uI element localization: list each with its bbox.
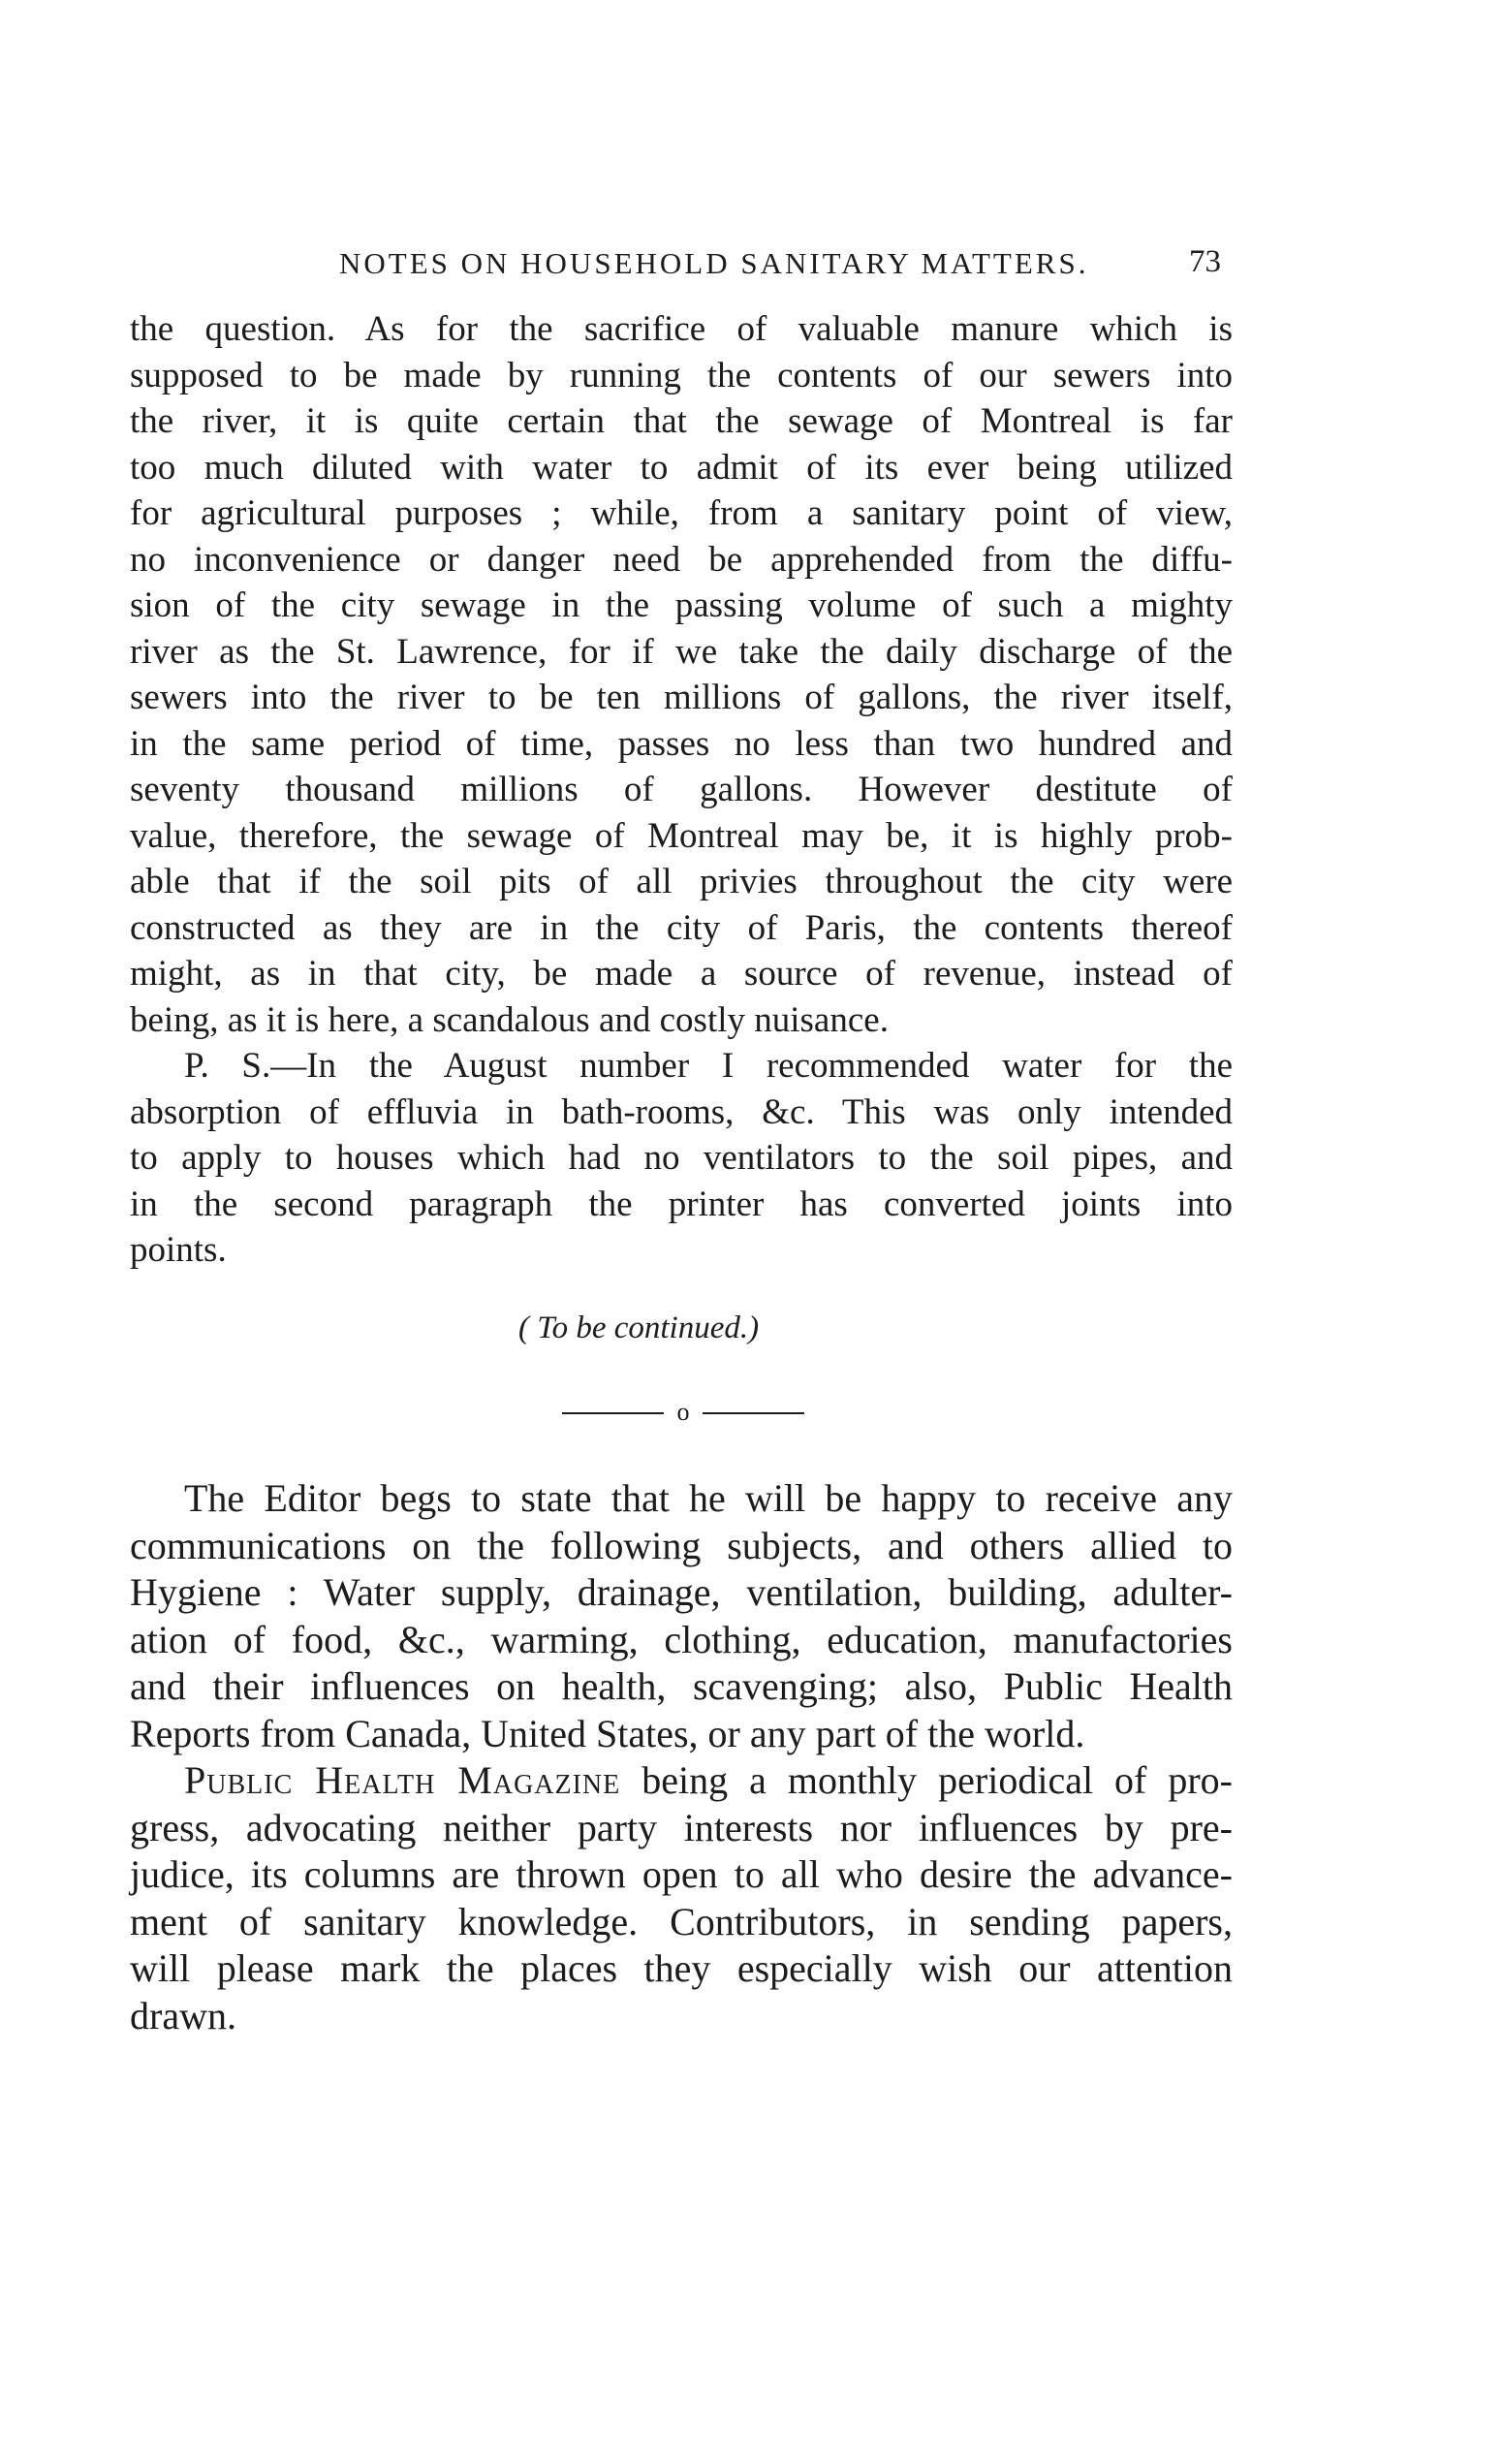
notice-line: Hygiene : Water supply, drainage, ventilation, building, adulter-	[130, 1570, 1233, 1614]
running-head	[310, 240, 1221, 289]
text-line: constructed as they are in the city of Paris, the contents thereof	[130, 907, 1233, 948]
text-line: the question. As for the sacrifice of valuable manure which is	[130, 309, 1233, 349]
text-line: absorption of effluvia in bath-rooms, &c. This was only intended	[130, 1091, 1233, 1132]
text-line: no inconvenience or danger need be apprehended from the diffu-	[130, 539, 1233, 580]
text-line: sewers into the river to be ten millions of gallons, the river itself,	[130, 678, 1233, 717]
text-line: for agricultural purposes ; while, from a sanitary point of view,	[130, 493, 1233, 533]
text-line: points.	[130, 1230, 227, 1270]
text-line: value, therefore, the sewage of Montreal may be, it is highly prob-	[130, 815, 1233, 856]
article-continuation	[130, 306, 1233, 1274]
notice-line: drawn.	[130, 1993, 236, 2038]
notice-line: gress, advocating neither party interests nor influences by pre-	[130, 1805, 1233, 1849]
postscript-line: P. S.—In the August number I recommended water for the	[184, 1046, 1233, 1086]
divider-rule-right	[703, 1412, 804, 1414]
notice-line: ment of sanitary knowledge. Contributors, in sending papers,	[130, 1899, 1233, 1943]
divider-rule-left	[562, 1412, 664, 1414]
notice-line-rest: being a monthly periodical of pro-	[620, 1758, 1234, 1802]
notice-line: ation of food, &c., warming, clothing, education, manufactories	[130, 1617, 1233, 1661]
text-line: in the same period of time, passes no less than two hundred and	[130, 723, 1233, 764]
text-line: sion of the city sewage in the passing volume of such a mighty	[130, 585, 1233, 625]
section-divider	[562, 1395, 804, 1430]
magazine-name: Public Health Magazine	[184, 1758, 621, 1802]
to-be-continued-note: ( To be continued.)	[518, 1311, 760, 1345]
divider-ornament: o	[676, 1398, 690, 1426]
text-line: to apply to houses which had no ventilators to the soil pipes, and	[130, 1138, 1233, 1178]
notice-line	[130, 1757, 1233, 1805]
text-line: supposed to be made by running the contents of our sewers into	[130, 355, 1233, 395]
text-line: seventy thousand millions of gallons. However destitute of	[130, 770, 1233, 809]
text-line: river as the St. Lawrence, for if we take the daily discharge of the	[130, 631, 1233, 672]
notice-line: The Editor begs to state that he will be happy to receive any	[184, 1476, 1233, 1520]
page-number: 73	[1189, 244, 1221, 279]
text-line: able that if the soil pits of all privies throughout the city were	[130, 862, 1233, 901]
text-line: in the second paragraph the printer has converted joints into	[130, 1184, 1233, 1224]
notice-line: judice, its columns are thrown open to all who desire the advance-	[130, 1852, 1233, 1896]
text-line: too much diluted with water to admit of its ever being utilized	[130, 447, 1233, 488]
notice-line: will please mark the places they especially wish our attention	[130, 1946, 1233, 1990]
notice-line: communications on the following subjects, and others allied to	[130, 1523, 1233, 1567]
text-line: being, as it is here, a scandalous and costly nuisance.	[130, 999, 889, 1040]
notice-line: and their influences on health, scavenging; also, Public Health	[130, 1664, 1233, 1708]
notice-line: Reports from Canada, United States, or any part of the world.	[130, 1711, 1085, 1755]
text-line: might, as in that city, be made a source of revenue, instead of	[130, 954, 1233, 994]
text-line: the river, it is quite certain that the sewage of Montreal is far	[130, 401, 1233, 441]
editor-notice	[130, 1475, 1233, 2039]
running-title: NOTES ON HOUSEHOLD SANITARY MATTERS.	[339, 246, 1089, 280]
